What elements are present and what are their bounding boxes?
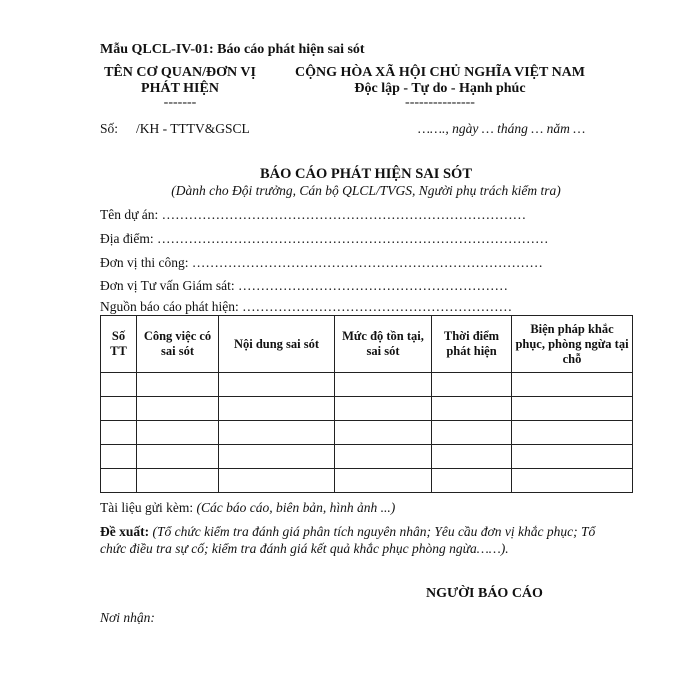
nation-line2: Độc lập - Tự do - Hạnh phúc	[354, 81, 526, 96]
attachments-line	[100, 500, 395, 516]
field-supervisor: Đơn vị Tư vấn Giám sát: ……………………………………………………	[100, 278, 508, 293]
proposal-line1	[100, 524, 595, 540]
field-contractor: Đơn vị thi công: ……………………………………………………………………	[100, 255, 543, 270]
form-code: Mẫu QLCL-IV-01: Báo cáo phát hiện sai sót	[100, 42, 365, 57]
proposal-text-1: (Tổ chức kiểm tra đánh giá phân tích nguyên nhân; Yêu cầu đơn vị khắc phục; Tổ	[152, 524, 596, 539]
nation-dashes: ---------------	[405, 95, 475, 110]
header-remedy: Biện pháp khắc phục, phòng ngừa tại chỗ	[512, 316, 633, 373]
field-project: Tên dự án: ………………………………………………………………………	[100, 207, 527, 222]
header-faulty-work: Công việc có sai sót	[137, 316, 219, 373]
attachments-label: Tài liệu gửi kèm:	[100, 500, 197, 515]
agency-line2: PHÁT HIỆN	[141, 81, 219, 96]
report-subtitle: (Dành cho Đội trưởng, Cán bộ QLCL/TVGS, Người phụ trách kiểm tra)	[171, 183, 561, 198]
nation-block	[290, 65, 590, 109]
agency-line1: TÊN CƠ QUAN/ĐƠN VỊ	[104, 65, 256, 80]
proposal-text-2: chức điều tra sự cố; kiểm tra đánh giá kết quả khắc phục phòng ngừa……).	[100, 541, 509, 556]
header-severity: Mức độ tồn tại, sai sót	[335, 316, 432, 373]
table-header-row	[101, 316, 633, 373]
recipients-label: Nơi nhận:	[100, 610, 155, 625]
agency-dashes: -------	[163, 95, 197, 110]
number-value: /KH - TTTV&GSCL	[136, 121, 250, 136]
table-row	[101, 445, 633, 469]
agency-block	[100, 65, 260, 109]
field-location: Địa điểm: ……………………………………………………………………………	[100, 231, 549, 246]
table-row	[101, 421, 633, 445]
date-line: ……., ngày … tháng … năm …	[418, 121, 586, 136]
report-title: BÁO CÁO PHÁT HIỆN SAI SÓT	[259, 166, 473, 182]
number-label: Số:	[100, 121, 119, 136]
attachments-value: (Các báo cáo, biên bản, hình ảnh ...)	[196, 500, 396, 515]
header-detected-time: Thời điểm phát hiện	[432, 316, 512, 373]
proposal-label: Đề xuất:	[100, 524, 153, 539]
field-report-source: Nguồn báo cáo phát hiện: ……………………………………………………	[100, 299, 513, 314]
table-row	[101, 373, 633, 397]
report-table	[100, 315, 633, 493]
header-stt: Số TT	[101, 316, 137, 373]
table-row	[101, 469, 633, 493]
header-fault-content: Nội dung sai sót	[219, 316, 335, 373]
nation-line1: CỘNG HÒA XÃ HỘI CHỦ NGHĨA VIỆT NAM	[294, 65, 585, 80]
reporter-signature-label: NGƯỜI BÁO CÁO	[426, 586, 543, 601]
table-row	[101, 397, 633, 421]
